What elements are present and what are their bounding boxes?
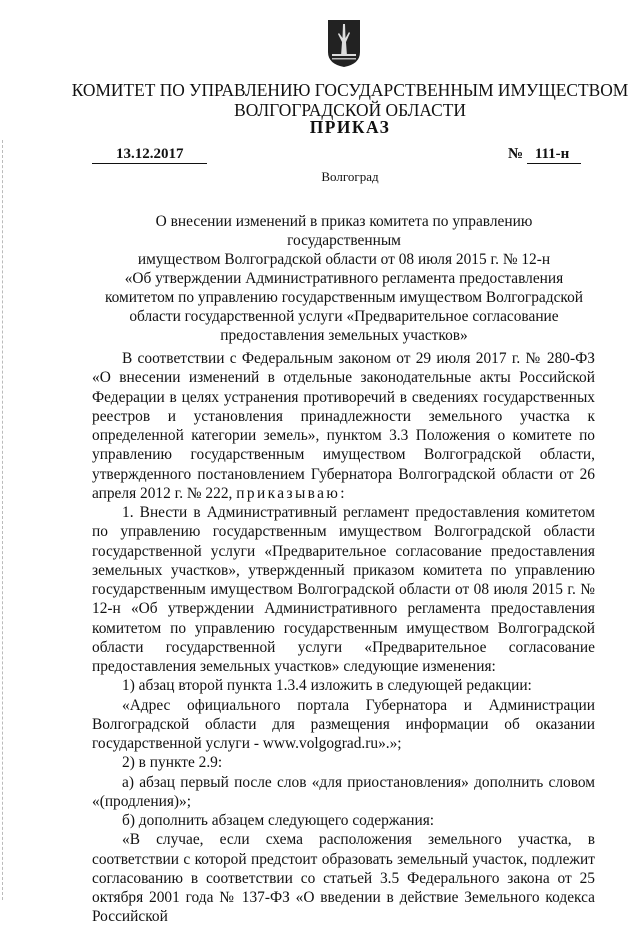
organization-line-2: ВОЛГОГРАДСКОЙ ОБЛАСТИ [234, 100, 466, 120]
subject-line-3: «Об утверждении Административного регламента предоставления [124, 270, 564, 287]
order-number-value: 111-н [527, 146, 581, 164]
subject-line-2: имуществом Волгоградской области от 08 июля 2015 г. № 12-н [137, 251, 551, 268]
scan-edge-marks [2, 140, 6, 900]
subject-line-4: комитетом по управлению государственным имуществом Волгоградской [104, 289, 584, 306]
organization-name [60, 80, 640, 120]
document-type-title: ПРИКАЗ [309, 117, 391, 137]
paragraph-quote-scheme: «В случае, если схема расположения земельного участка, в соответствии с которой предстоит образовать земельный участок, подлежит согласованию в соответствии со статьей 3.5 Федерального закона от 25 октября 2001 года № 137-ФЗ «О введении в действие Земельного кодекса Российской [92, 831, 595, 926]
paragraph-item-b: б) дополнить абзацем следующего содержания: [122, 812, 435, 829]
preamble-text: В соответствии с Федеральным законом от 29 июля 2017 г. № 280-ФЗ «О внесении изменений в отдельные законодательные акты Российской Федерации в целях устранения противоречий в сведениях государственных реестров и установления принадлежности земельного участка к определенной категории земель», пунктом 3.3 Положения о комитете по управлению государственным имуществом Волгоградской области, утвержденного постановлением Губернатора Волгоградской области от 26 апреля 2012 г. № 222, [92, 350, 595, 502]
paragraph-item-a: а) абзац первый после слов «для приостановления» дополнить словом «(продления)»; [92, 773, 595, 810]
paragraph-item-1-1: 1) абзац второй пункта 1.3.4 изложить в следующей редакции: [122, 677, 532, 695]
order-subject [100, 212, 588, 345]
order-keyword: приказываю [236, 484, 341, 502]
paragraph-item-1: 1. Внести в Административный регламент предоставления комитетом по управлению государственным имуществом Волгоградской области государственной услуги «Предварительное согласование предоставления земельных участков», утвержденный приказом комитета по управлению государственным имуществом Волгоградской области от 08 июля 2015 г. № 12-н «Об утверждении Административного регламента предоставления комитетом по управлению государственным имуществом Волгоградской области государственной услуги «Предварительное согласование предоставления земельных участков» следующие изменения: [92, 504, 595, 675]
subject-line-6: предоставления земельных участков» [220, 327, 468, 344]
order-body [92, 349, 595, 927]
subject-line-5: области государственной услуги «Предварительное согласование [129, 308, 559, 325]
subject-line-1: О внесении изменений в приказ комитета по управлению государственным [155, 213, 533, 249]
preamble-end: : [340, 484, 345, 502]
order-date: 13.12.2017 [92, 146, 207, 164]
paragraph-quote-address: «Адрес официального портала Губернатора и Администрации Волгоградской области для размещения информации об оказании государственной услуги - www.volgograd.ru».»; [92, 696, 595, 752]
paragraph-item-1-2: 2) в пункте 2.9: [122, 754, 223, 772]
city-name: Волгоград [321, 169, 379, 184]
preamble-paragraph [92, 349, 595, 503]
coat-of-arms-icon [326, 18, 362, 68]
order-number [508, 146, 581, 164]
number-sign: № [508, 146, 524, 162]
organization-line-1: КОМИТЕТ ПО УПРАВЛЕНИЮ ГОСУДАРСТВЕННЫМ ИМУЩЕСТВОМ [71, 80, 629, 100]
